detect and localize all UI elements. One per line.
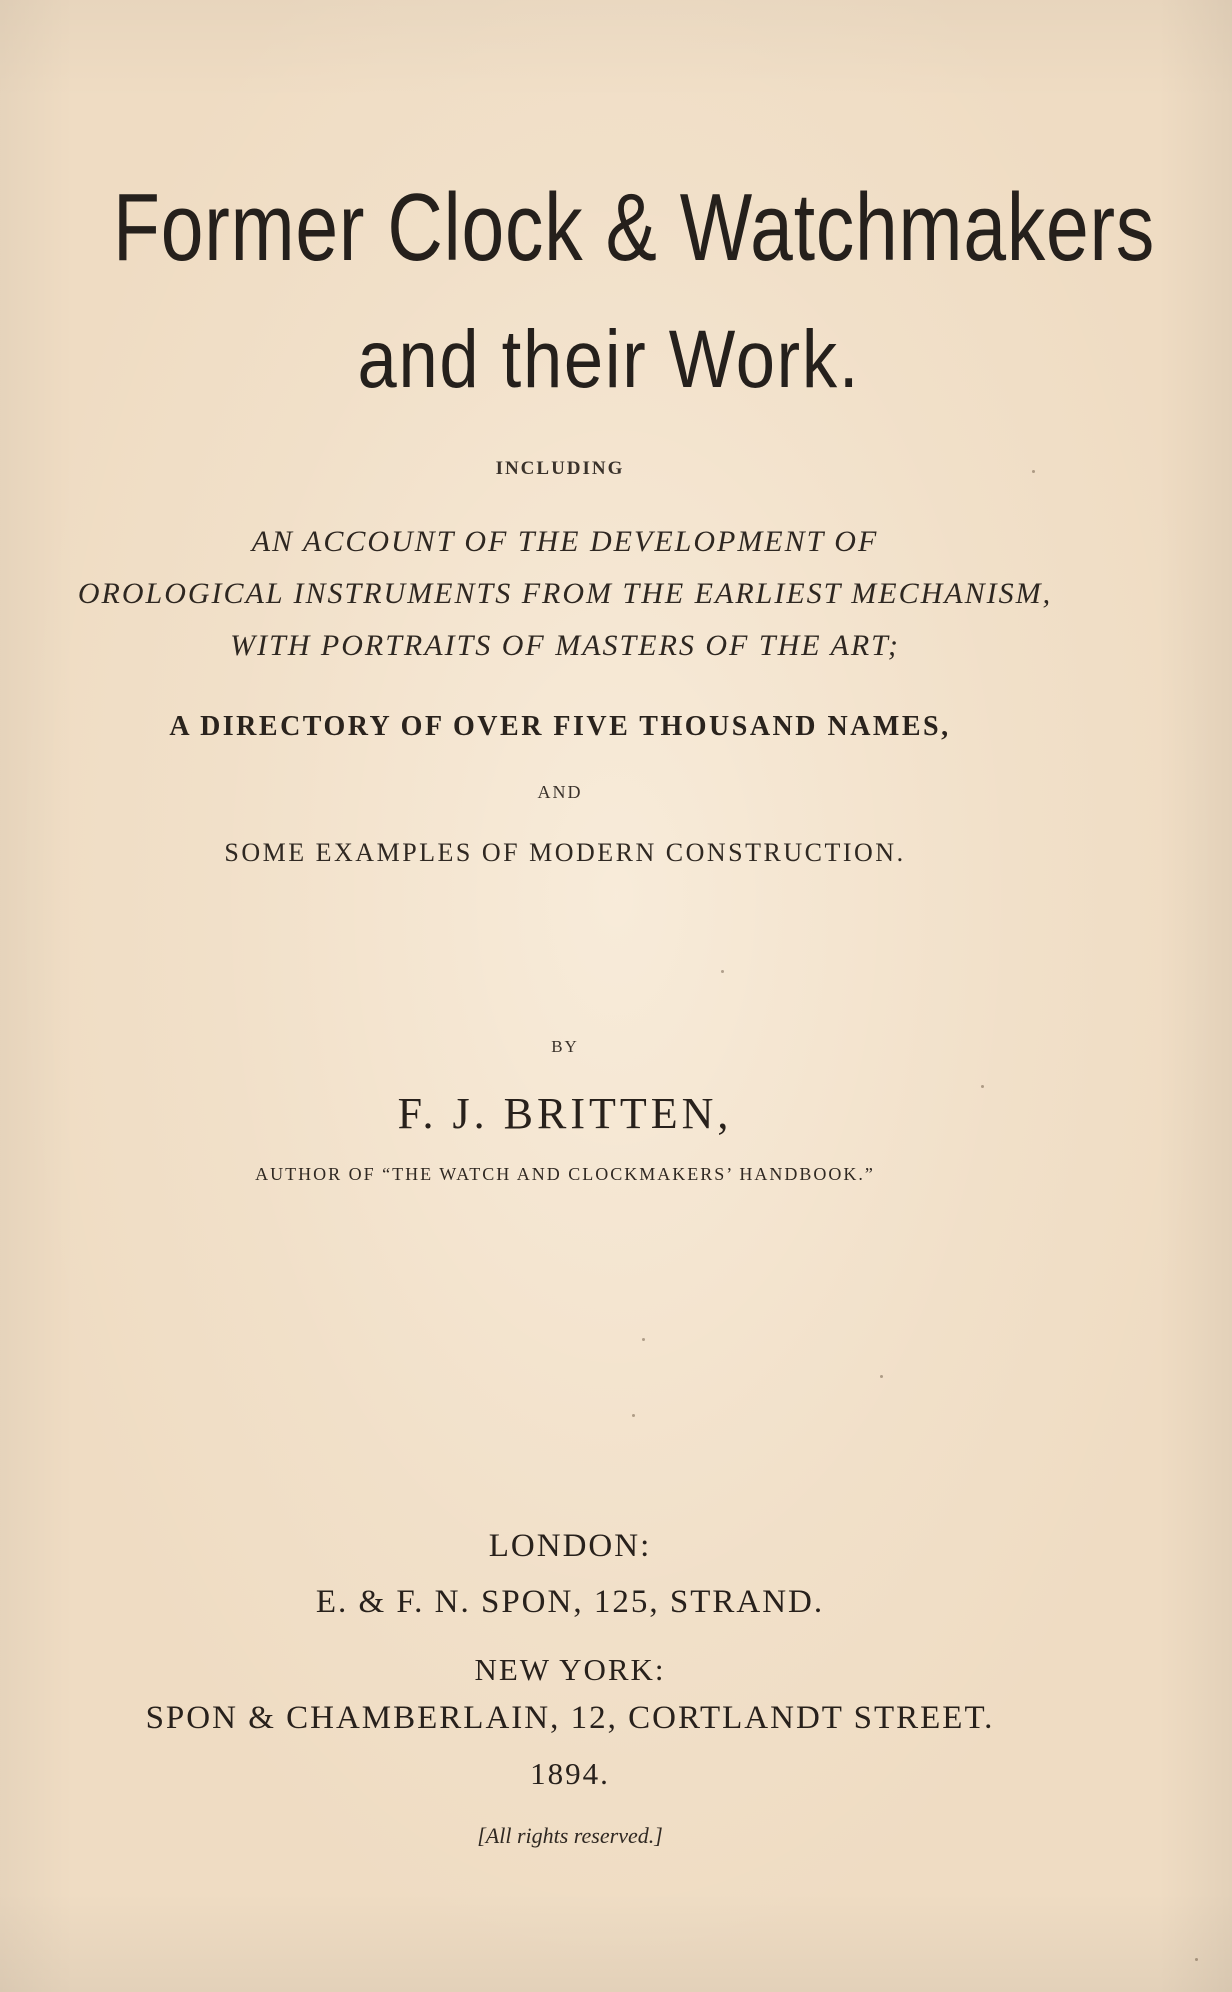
rights-notice: [All rights reserved.] xyxy=(477,1823,663,1848)
examples-line: SOME EXAMPLES OF MODERN CONSTRUCTION. xyxy=(224,838,906,867)
paper-speck xyxy=(1032,470,1035,473)
account-line-1: AN ACCOUNT OF THE DEVELOPMENT OF xyxy=(251,525,879,558)
including-label: INCLUDING xyxy=(495,458,625,479)
paper-speck xyxy=(880,1375,883,1378)
paper-speck xyxy=(632,1414,635,1417)
author-name: F. J. BRITTEN, xyxy=(397,1089,733,1138)
paper-speck xyxy=(981,1085,984,1088)
publisher-city-london: LONDON: xyxy=(488,1528,652,1564)
author-credentials: AUTHOR OF “THE WATCH AND CLOCKMAKERS’ HANDBOOK.” xyxy=(255,1164,875,1184)
account-line-2: OROLOGICAL INSTRUMENTS FROM THE EARLIEST MECHANISM, xyxy=(77,577,1053,610)
book-title-line-1: Former Clock & Watchmakers xyxy=(113,174,1156,281)
book-title-line-2: and their Work. xyxy=(357,314,861,405)
directory-line: A DIRECTORY OF OVER FIVE THOUSAND NAMES, xyxy=(169,711,951,742)
by-label: BY xyxy=(551,1037,579,1056)
paper-speck xyxy=(642,1338,645,1341)
and-label: AND xyxy=(537,782,583,802)
publisher-city-new-york: NEW YORK: xyxy=(474,1652,666,1687)
publisher-london: E. & F. N. SPON, 125, STRAND. xyxy=(315,1584,825,1620)
paper-speck xyxy=(1195,1958,1198,1961)
publisher-new-york: SPON & CHAMBERLAIN, 12, CORTLANDT STREET. xyxy=(145,1700,995,1736)
paper-speck xyxy=(721,970,724,973)
publication-year: 1894. xyxy=(530,1756,610,1791)
account-line-3: WITH PORTRAITS OF MASTERS OF THE ART; xyxy=(230,629,900,662)
